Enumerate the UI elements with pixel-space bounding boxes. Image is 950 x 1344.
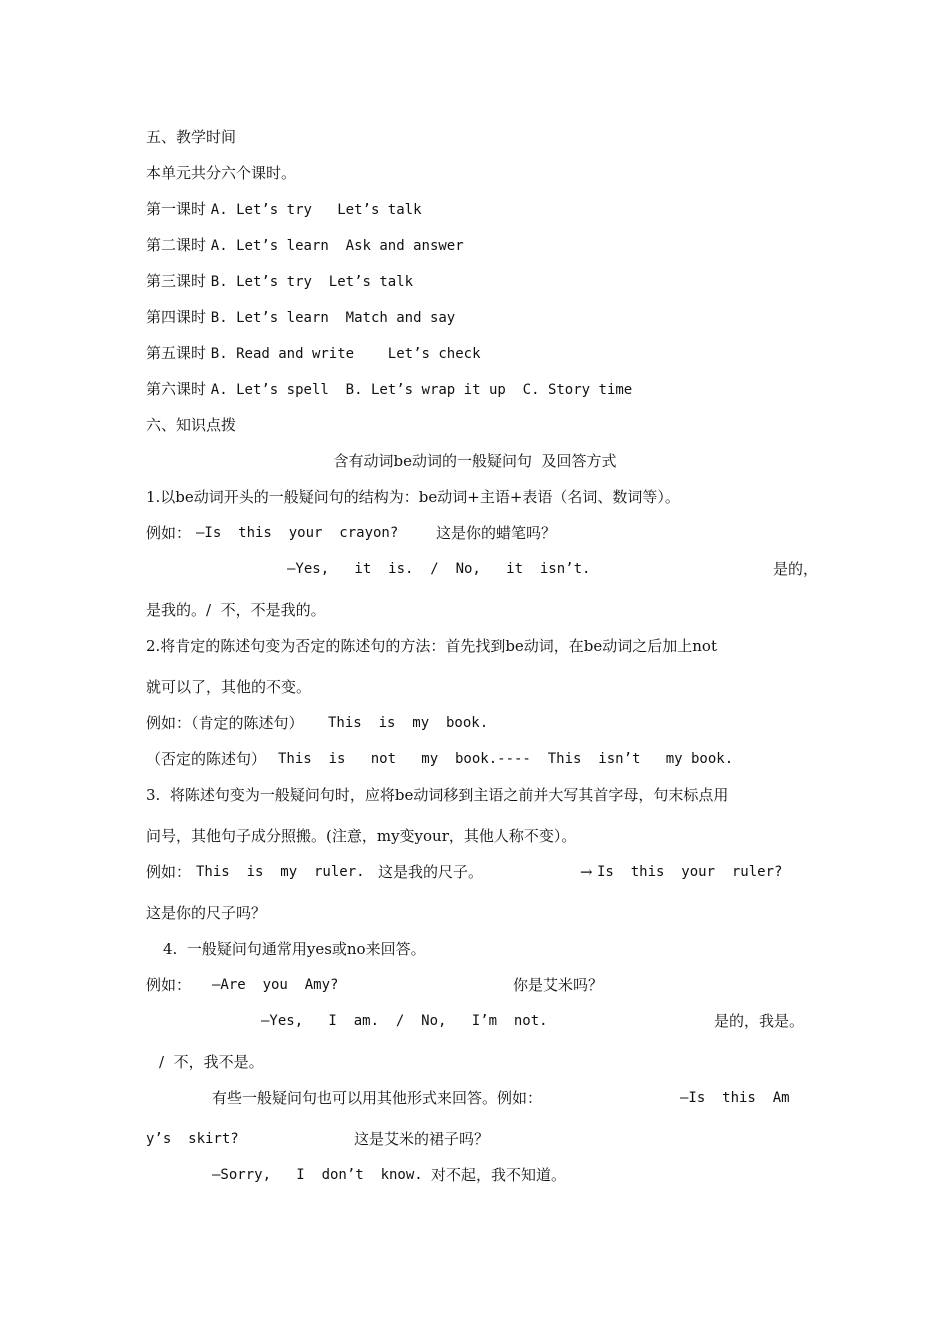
point-1-example-label: 例如：: [146, 524, 192, 542]
section-5-intro: 本单元共分六个课时。: [146, 164, 297, 182]
lesson-4: [146, 307, 455, 328]
lesson-1: [146, 199, 422, 220]
point-2-line-2: 就可以了，其他的不变。: [146, 678, 312, 696]
point-4-other-question-cn: 这是艾米的裙子吗？: [354, 1130, 490, 1148]
point-4-other-answer-cn: 对不起，我不知道。: [431, 1166, 567, 1184]
lesson-text: A. Let’s learn Ask and answer: [210, 238, 464, 254]
arrow-right-icon: →: [580, 863, 593, 881]
point-3-example-label: 例如：: [146, 863, 192, 881]
point-3-example-question: Is this your ruler?: [597, 864, 783, 880]
lesson-3: [146, 271, 413, 292]
lesson-2: [146, 235, 464, 256]
lesson-label: 第四课时: [146, 308, 207, 326]
point-4-example-question: —Are you Amy?: [212, 977, 339, 993]
point-1-example-answer-cn: 是的，: [773, 560, 819, 578]
point-1: 1.以be动词开头的一般疑问句的结构为：be动词+主语+表语（名词、数词等）。: [146, 488, 680, 506]
point-4-other-forms: 有些一般疑问句也可以用其他形式来回答。例如：: [212, 1089, 543, 1107]
lesson-text: B. Read and write Let’s check: [210, 346, 481, 362]
point-1-example-question-cn: 这是你的蜡笔吗？: [436, 524, 557, 542]
point-2-example-positive: This is my book.: [328, 715, 489, 731]
point-3-line-2: 问号，其他句子成分照搬。(注意，my变your，其他人称不变）。: [146, 827, 577, 845]
lesson-label: 第三课时: [146, 272, 207, 290]
lesson-label: 第一课时: [146, 200, 207, 218]
lesson-label: 第二课时: [146, 236, 207, 254]
section-5-title: 五、教学时间: [146, 128, 237, 146]
point-3-example-statement: This is my ruler.: [196, 864, 365, 880]
point-2-example-label: 例如：（肯定的陈述句）: [146, 714, 304, 732]
point-2-example-negative-label: （否定的陈述句）: [146, 750, 267, 768]
point-4-example-answer: —Yes, I am. / No, I’m not.: [261, 1013, 548, 1029]
point-3-example-statement-cn: 这是我的尺子。: [378, 863, 484, 881]
point-4-example-question-cn: 你是艾米吗？: [513, 976, 604, 994]
lesson-text: A. Let’s try Let’s talk: [210, 202, 422, 218]
point-4-other-question-cont: y’s skirt?: [146, 1131, 239, 1147]
point-2-example-negative: This is not my book.---- This isn’t my book.: [278, 751, 734, 767]
point-1-example-answer-cn-cont: 是我的。/ 不，不是我的。: [146, 601, 326, 619]
lesson-5: [146, 343, 481, 364]
section-6-heading: 含有动词be动词的一般疑问句 及回答方式: [333, 452, 617, 470]
point-1-example-question: —Is this your crayon?: [196, 525, 399, 541]
point-4-example-answer-cn: 是的，我是。: [714, 1012, 805, 1030]
point-4-example-label: 例如：: [146, 976, 192, 994]
lesson-6: [146, 379, 632, 400]
point-4-other-answer: —Sorry, I don’t know.: [212, 1167, 423, 1183]
point-4-example-answer-cn-cont: / 不，我不是。: [159, 1053, 264, 1071]
point-4-other-question: —Is this Am: [680, 1090, 790, 1106]
point-3-example-question-cn: 这是你的尺子吗？: [146, 904, 267, 922]
section-6-title: 六、知识点拨: [146, 416, 237, 434]
lesson-text: B. Let’s learn Match and say: [210, 310, 456, 326]
point-3-line-1: 3. 将陈述句变为一般疑问句时，应将be动词移到主语之前并大写其首字母，句末标点用: [146, 786, 729, 804]
point-4: 4. 一般疑问句通常用yes或no来回答。: [163, 940, 426, 958]
lesson-text: B. Let’s try Let’s talk: [210, 274, 414, 290]
lesson-text: A. Let’s spell B. Let’s wrap it up C. Story time: [210, 382, 633, 398]
point-2-line-1: 2.将肯定的陈述句变为否定的陈述句的方法：首先找到be动词，在be动词之后加上not: [146, 637, 717, 655]
point-1-example-answer: —Yes, it is. / No, it isn’t.: [287, 561, 591, 577]
lesson-label: 第五课时: [146, 344, 207, 362]
lesson-label: 第六课时: [146, 380, 207, 398]
